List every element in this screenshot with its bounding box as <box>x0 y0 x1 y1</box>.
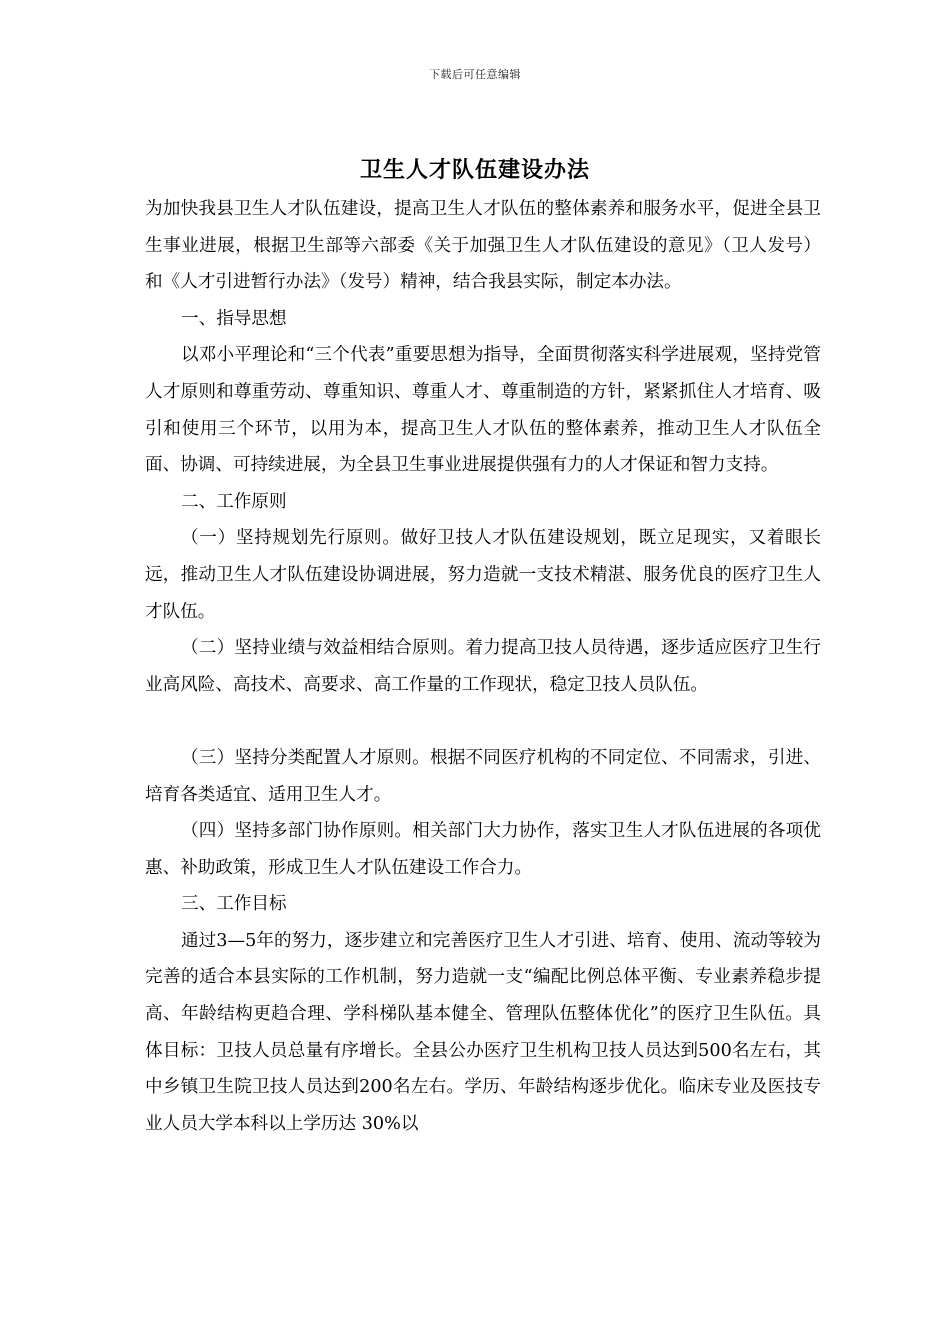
principle-3-paragraph: （三）坚持分类配置人才原则。根据不同医疗机构的不同定位、不同需求，引进、培育各类适宜、适用卫生人才。 <box>145 747 821 805</box>
document-title: 卫生人才队伍建设办法 <box>359 157 590 183</box>
section-heading-work-goals: 三、工作目标 <box>181 894 287 915</box>
section-heading-work-principles: 二、工作原则 <box>181 491 287 512</box>
intro-paragraph: 为加快我县卫生人才队伍建设，提高卫生人才队伍的整体素养和服务水平，促进全县卫生事业进展，根据卫生部等六部委《关于加强卫生人才队伍建设的意见》（卫人发号）和《人才引进暂行办法》（发号）精神，结合我县实际，制定本办法。 <box>145 199 821 293</box>
principle-1-paragraph: （一）坚持规划先行原则。做好卫技人才队伍建设规划，既立足现实，又着眼长远，推动卫生人才队伍建设协调进展，努力造就一支技术精湛、服务优良的医疗卫生人才队伍。 <box>145 528 821 622</box>
paragraph-gap <box>145 703 821 740</box>
work-goals-paragraph: 通过3—5年的努力，逐步建立和完善医疗卫生人才引进、培育、使用、流动等较为完善的适合本县实际的工作机制，努力造就一支“编配比例总体平衡、专业素养稳步提高、年龄结构更趋合理、学科梯队基本健全、管理队伍整体优化”的医疗卫生队伍。具体目标：卫技人员总量有序增长。全县公办医疗卫生机构卫技人员达到500名左右，其中乡镇卫生院卫技人员达到200名左右。学历、年龄结构逐步优化。临床专业及医技专业人员大学本科以上学历达 30%以 <box>145 930 821 1134</box>
section-heading-guiding-ideology: 一、指导思想 <box>181 308 287 329</box>
header-note: 下载后可任意编辑 <box>429 68 521 81</box>
principle-2-paragraph: （二）坚持业绩与效益相结合原则。着力提高卫技人员待遇，逐步适应医疗卫生行业高风险、高技术、高要求、高工作量的工作现状，稳定卫技人员队伍。 <box>145 638 821 695</box>
document-body <box>145 191 821 1142</box>
principle-4-paragraph: （四）坚持多部门协作原则。相关部门大力协作，落实卫生人才队伍进展的各项优惠、补助政策，形成卫生人才队伍建设工作合力。 <box>145 821 821 878</box>
guiding-ideology-paragraph: 以邓小平理论和“三个代表”重要思想为指导，全面贯彻落实科学进展观，坚持党管人才原则和尊重劳动、尊重知识、尊重人才、尊重制造的方针，紧紧抓住人才培育、吸引和使用三个环节，以用为本，提高卫生人才队伍的整体素养，推动卫生人才队伍全面、协调、可持续进展，为全县卫生事业进展提供强有力的人才保证和智力支持。 <box>145 345 821 476</box>
